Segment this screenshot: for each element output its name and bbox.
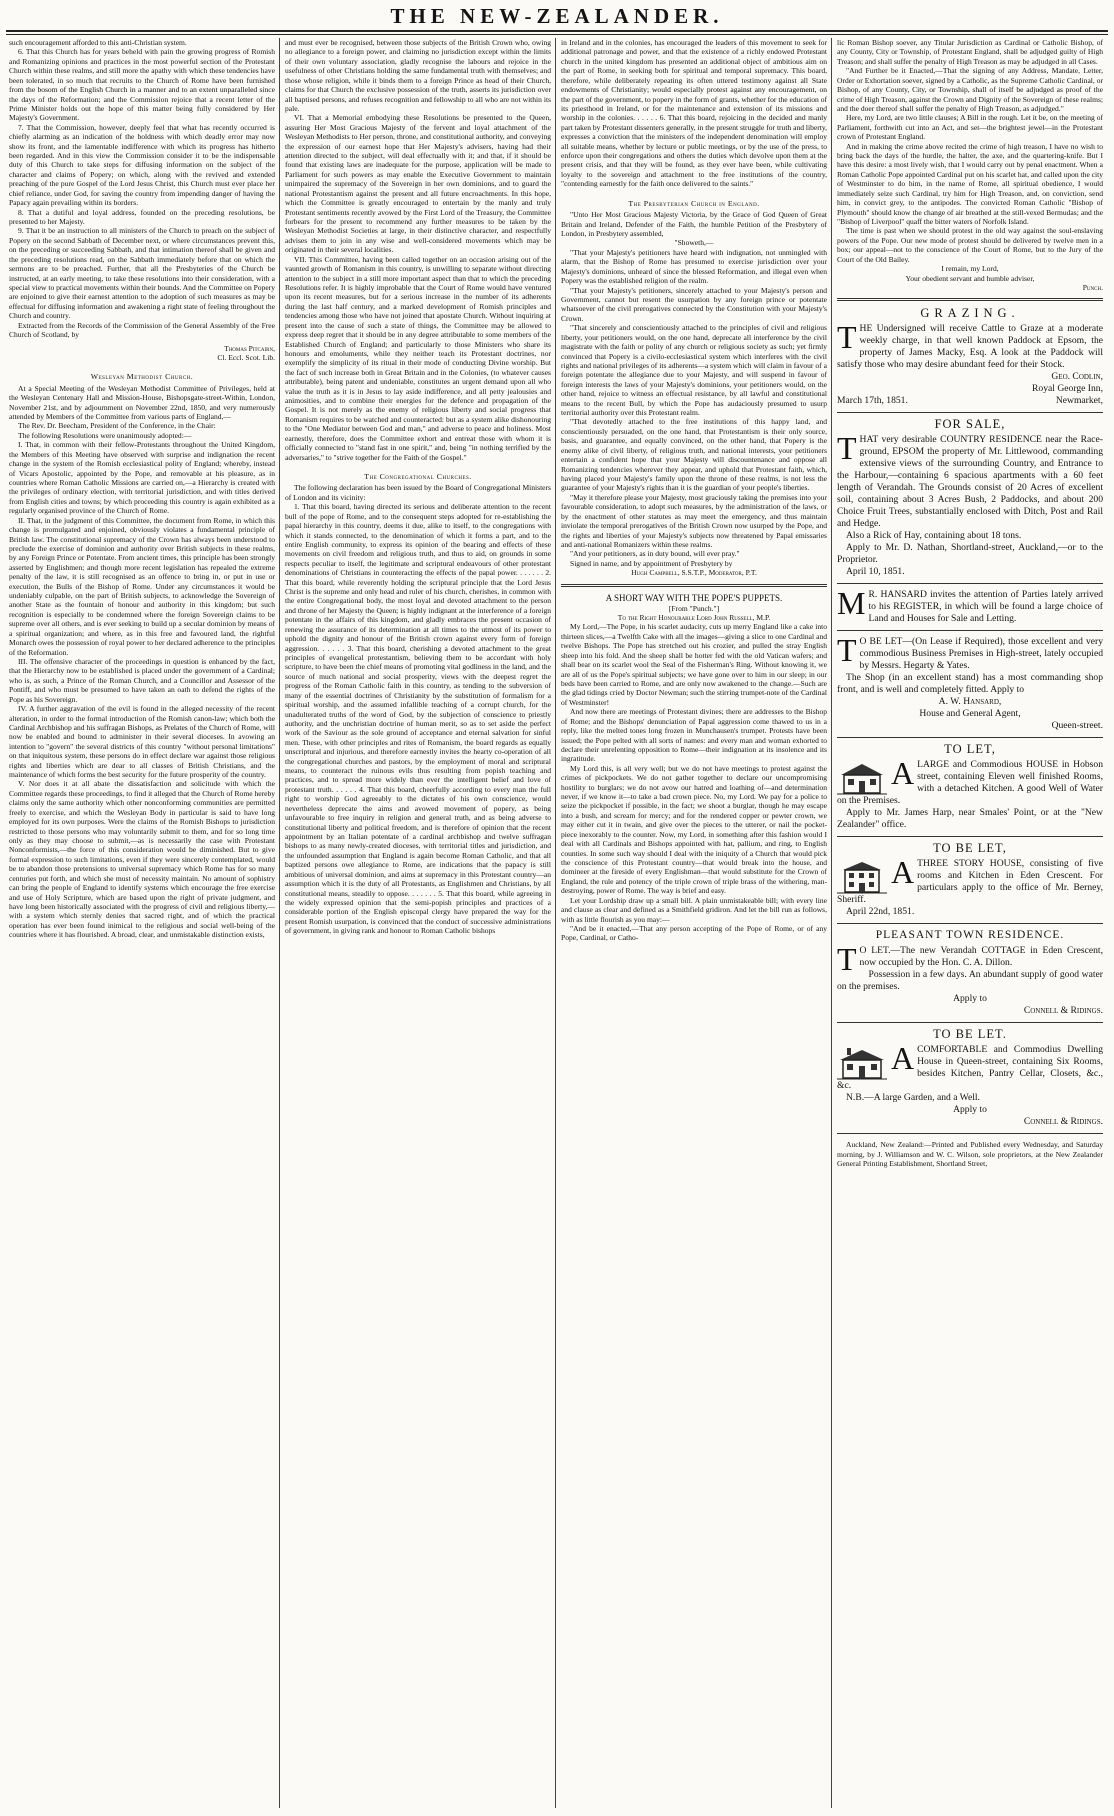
ad-signature: Geo. Codlin,: [1051, 371, 1103, 383]
paragraph: VII. This Committee, having been called together on an occasion arising out of the vaunted growth of Romanism in this country, is unwilling to separate without directing attention to the subject in a still more important aspect than that to which the preceding Resolutions refer. It is highly improbable that the Court of Rome would have ventured upon its recent measures, but for a serious increase in the number of its adherents during the last half century, and a marked development of Romish principles and tendencies among those who have not joined that apostate Church. Without inquiring at present into the cause of such a state of things, the Committee may be allowed to express deep regret that it should be in any degree attributable to some members of the Established Church of England; and particularly to those Ministers who share its honours and emoluments, while they neither teach its Protestant doctrines, nor exemplify the simplicity of its ritual in their mode of conducting Divine worship. But the fact of such increase both in Great Britain and in the Colonies, (to whatever causes attributable), being patent and undeniable, constitutes an urgent demand upon all who value the truth as it is in Jesus to lay aside indifference, and all petty jealousies and animosities, and to combine their energies for the defence and propagation of the Gospel. It is not merely as the enemy of religious liberty and social progress that Romanism requires to be watched and counteracted: but as a system alike dishonouring to the "One Mediator between God and man," and adverse to peace and holiness. Most earnestly, therefore, does the Committee exhort and entreat those with whom it is officially connected to "stand fast in one spirit," and, being "in nothing terrified by the adversaries," to "strive together for the Faith of the Gospel.": [285, 254, 551, 462]
paragraph: such encouragement afforded to this anti-Christian system.: [9, 38, 187, 47]
paragraph: III. The offensive character of the proceedings in question is enhanced by the fact, that the Hierarchy now to be established is placed under the government of a Cardinal; who is, as such, a Prince of the Roman Church, and a Councillor and Assessor of the Pontiff, and who must be presumed to have taken an oath to defend the rights of the Pope as his Sovereign.: [9, 657, 275, 704]
paragraph: Extracted from the Records of the Commission of the General Assembly of the Free Church of Scotland, by: [9, 320, 275, 340]
ad-body: LARGE and Commodious HOUSE in Hobson street, containing Eleven well finished Rooms, with a detached Kitchen. A good Well of Water on the Premises.: [837, 759, 1103, 807]
signature: Punch.: [1082, 282, 1103, 292]
ad-body: N.B.—A large Garden, and a Well.: [846, 1092, 980, 1104]
drop-cap: T: [837, 941, 857, 978]
ad-title: TO BE LET,: [933, 841, 1007, 856]
ad-grazing: [837, 307, 1103, 407]
ad-title: TO BE LET.: [933, 1027, 1007, 1042]
paragraph: IV. A further aggravation of the evil is found in the alleged necessity of the recent alteration, in order to the formal introduction of the Romish canon-law; which both the Cardinal Archbishop and his suffragan Bishops, as Prelates of the Church of Rome, will now be enabled and bound to administer in their several dioceses. In avowing an intention to "govern" the several districts of this country "without personal limitations" on that iniquitous system, these persons do in effect declare war against those religious rights and liberties which are dear to all classes of British Christians, and the maintenance of which forms the best security for the future prosperity of the country.: [9, 704, 275, 780]
masthead: THE NEW-ZEALANDER.: [390, 4, 724, 28]
ad-signature: Connell & Ridings.: [1023, 1116, 1103, 1128]
article-title: A SHORT WAY WITH THE POPE'S PUPPETS.: [605, 592, 783, 603]
ad-body: O LET.—The new Verandah COTTAGE in Eden Crescent, now occupied by the Hon. C. A. Dillon.: [859, 945, 1103, 969]
section-rule: [837, 298, 1103, 301]
ad-rule: [837, 923, 1103, 924]
paragraph: V. Nor does it at all abate the dissatisfaction and solicitude with which the Committee regards these proceedings, to find it alleged that the Church of Rome hereby claims only the same authority which other nonconforming communities are permitted freely to exercise, and which the Wesleyan Body in particular is said to have long employed for its own purposes. Were the claims of the Romish Bishops to jurisdiction restricted to those persons who may voluntarily submit to them, and for so long time only as they may choose to submit,—as is necessarily the case with Protestant Nonconformists,—the force of this consideration would be diminished. But to give formal expression to such limitations, even if they were sincerely contemplated, would be to abandon those pretensions to universal supremacy which Rome has for so many centuries put forth, and which she must of necessity maintain. No amount of sophistry can bring the people of England to identify systems which encourage the free exercise and use of Holy Scripture, which are based upon the right of private judgment, and have long been historically associated with the progress of civil and religious liberty,—with a system which sternly denies that sacred right, and of which the practical operation has ever been found inimical to the religious and social well-being of the countries where it has flourished. A broad, clear, and unmistakable distinction exists,: [9, 779, 275, 940]
paragraph: 1. That this board, having directed its serious and deliberate attention to the recent bull of the pope of Rome, and to the consequent steps adopted for re-establishing the papal hierarchy in this country, deems it due, alike to itself, to the congregations with which it stands connected, to the denomination of which it forms a part, and to the entire English community, to express its opinion of the bearing and effects of these movements on civil freedom and religious truth, and thus to aid, on grounds in some respects peculiar to itself, the legitimate and scriptural endeavours of other protestant denominations of Christians in counteracting the effects of the papal power. . . . . . . 2. That this board, while reverently holding the scriptural principle that the Lord Jesus Christ is the supreme and only head and ruler of his church, cherishes, in common with the entire Congregational body, the most loyal and devoted attachment to the person and throne of her Majesty the Queen; is highly indignant at the interference of a foreign potentate in the affairs of this kingdom, and gladly embraces the present occasion of renewing the assurance of its determination at all times to the utmost of its power to uphold the dignity and honour of the British crown against every form of foreign aggression. . . . . . 3. That this board, cherishing a devoted attachment to the great principles of evangelical protestantism, believing them to be accordant with holy scripture, to have been the chief means of promoting vital godliness in the land, and the source of much national and social prosperity, views with the deepest regret the progress of the Roman Catholic faith in this country, as tending to the subversion of many of the essential doctrines of Christianity by the substitution of formalism for a spiritual worship, and the assumed infallible teaching of a corrupt church, for the unadulterated truths of the word of God, by the subjection of conscience to priestly authority, and the unchristian doctrine of human merit, so as to set aside the perfect work of the Saviour as the sole ground of acceptance and eternal salvation for sinful men. These, with other principles and rites of Romanism, the board regards as equally unscriptural and injurious, and therefore earnestly invites the hearty co-operation of all the congregational churches and pastors, by the employment of moral and scriptural means, to counteract the ruinous evils thus resulting from popish teaching and practices, and to spread more widely than ever the intelligent belief and love of protestant truth. . . . . . 4. That this board, cheerfully according to every man the full right to worship God agreeably to the dictates of his own conscience, would nevertheless deprecate the aims and avowed movement of popery, as being unfavourable to free inquiry in religion and general truth, and as being adverse to constitutional liberty and political freedom, and is therefore of opinion that the recent appointment by an Italian potentate of a cardinal archbishop and twelve suffragan bishops to as many newly-created dioceses, with territorial titles and jurisdiction, and the unfounded assumption that England is again become Roman Catholic, and that all baptized persons owe allegiance to Rome, are indications that the papacy is still ambitious of universal dominion, and aims at supremacy in this Protestant country—an assumption which it is the duty of all Protestants, as Englishmen and Christians, by all constitutional means, steadily to oppose. . . . . . . 5. That this board, while agreeing in the widely expressed opinion that the semi-popish principles and practices of a considerable portion of the English episcopal clergy have prepared the way for the present Romish usurpation, is convinced that the conduct of successive administrations of government, in giving rank and honour to Roman Catholic bishops: [285, 502, 551, 936]
column-3: [561, 38, 827, 1808]
ad-title: FOR SALE,: [934, 417, 1006, 432]
section-heading: The Presbyterian Church in England.: [628, 198, 760, 208]
paragraph: "And be it enacted,—That any person accepting of the Pope of Rome, or of any Pope, Cardinal, or Catho-: [561, 923, 827, 943]
drop-cap: M: [837, 585, 866, 622]
ad-title: PLEASANT TOWN RESIDENCE.: [875, 929, 1065, 942]
ad-body: Also a Rick of Hay, containing about 18 tons.: [846, 530, 1022, 542]
paragraph: The time is past when we should protest in the old way against the soul-enslaving powers of the Pope. Our new mode of protest should be delivered by twelve men in a box; our appeal—not to the conscience of the Court of Rome, but to the Jury of the Court of the Old Bailey.: [837, 226, 1103, 264]
column-2: [285, 38, 551, 1808]
closing: I remain, my Lord,: [941, 264, 999, 274]
ad-body: O BE LET—(On Lease if Required), those excellent and very commodious Business Premises in High-street, lately occupied by Messrs. Hegarty & Yates.: [859, 636, 1103, 672]
paragraph: At a Special Meeting of the Wesleyan Methodist Committee of Privileges, held at the Wesleyan Centenary Hall and Mission-House, Bishopsgate-street-Within, London, November 21st, and by adjournment on November 22nd, 1850, and very numerously attended by Members of the Committee from various parts of England,—: [9, 383, 275, 422]
paragraph: VI. That a Memorial embodying these Resolutions be presented to the Queen, assuring Her Most Gracious Majesty of the fervent and loyal attachment of the Wesleyan Methodists to Her person, throne, and constitutional authority, and conveying the expression of our earnest hope that Her Majesty's advisers, having had their attention directed to the subject, will deal effectually with it; and that, if it should be found that existing laws are inadequate for the purpose, application will be made to Parliament for such powers as may enable the Executive Government to maintain unimpaired the supremacy of the Sovereign in her own dominions, and to guard the national Protestantism against the present and all future encroachments. In this hope, which the Committee is greatly encouraged to entertain by the manly and truly Protestant sentiments recently avowed by the First Lord of the Treasury, the Committee forbears for the present to recommend any further measures to be taken by the Wesleyan Methodist Societies at large, in their distinctive character, and respectfully advises them to join in any wise and well-considered movements which may be originated in their several localities.: [285, 113, 551, 255]
signature-title: Cl. Eccl. Scot. Lib.: [217, 352, 275, 362]
ad-body: Apply to Mr. James Harp, near Smales' Point, or at the "New Zealander" office.: [837, 807, 1103, 831]
ad-body: Possession in a few days. An abundant supply of good water on the premises.: [837, 969, 1103, 993]
paragraph: "That devotedly attached to the free institutions of this happy land, and conscientiously persuaded, on the one hand, that Protestantism is their only source, basis, and guarantee, and equally convinced, on the other hand, that Popery is the enemy alike of civil liberty, of religious truth, and national interests, your petitioners entertain a confident hope that your Majesty will discountenance and oppose all Romanizing tendencies wherever they appear, and uphold that Protestant faith, which, having placed your Majesty's family upon the throne of these realms, is not less the guarantee of your Majesty's rights than it is the guardian of your people's liberties.: [561, 417, 827, 493]
ad-address: Queen-street.: [1051, 720, 1103, 732]
paragraph: "Unto Her Most Gracious Majesty Victoria, by the Grace of God Queen of Great Britain and Ireland, Defender of the Faith, the humble Petition of the Presbytery of London, in Presbytery assembled,: [561, 210, 827, 239]
paragraph: "That sincerely and conscientiously attached to the principles of civil and religious liberty, your petitioners would, on the one hand, deprecate all interference by the civil magistrate with the faith or polity of any church or religious society as such; yet firmly convinced that Popery is a civilo-ecclesiastical system which interferes with the civil rights and national privileges of its adherents—a system which will claim in favour of a foreign potentate the allegiance due to your Majesty, and will suspend in favour of foreign interests the laws of your Majesty's dominions, your petitioners would, on the other hand, rejoice to witness an effectual resistance, by all lawful and constitutional means to the recent Bull, by which the Pope has audaciously presumed to usurp territorial authority over this Protestant realm.: [561, 323, 827, 418]
paragraph: 9. That it be an instruction to all ministers of the Church to preach on the subject of Popery on the second Sabbath of December next, or where circumstances prevent this, on the preceding or succeeding Sabbath, and that intimation thereof shall be given and the preceding resolutions read, on the Sabbath immediately before that on which the sermons are to be preached. Further, that all the Presbyteries of the Church be instructed, at an early meeting, to take these resolutions into their consideration, with a special view to practical movements within their bounds. And the Committee on Popery are enjoined to give their earnest attention to the adoption of such measures as may be effectual for diffusing information and awakening a right state of feeling throughout the Church and country.: [9, 226, 275, 321]
masthead-rule: [6, 30, 1108, 32]
column-1: [9, 38, 275, 1808]
ad-date: April 10, 1851.: [846, 566, 905, 578]
section-heading: Wesleyan Methodist Church.: [90, 372, 194, 382]
signature: Hugh Campbell, S.S.T.P., Moderator, P.T.: [631, 568, 757, 578]
column-4: [837, 38, 1103, 1808]
paragraph: The following Resolutions were unanimously adopted:—: [18, 430, 192, 440]
ad-date: March 17th, 1851.: [837, 395, 908, 407]
paragraph: lic Roman Bishop soever, any Titular Jurisdiction as Cardinal or Catholic Bishop, of any County, City or Township, of Protestant England, shall be adjudged guilty of High Treason; and shall suffer the penalty of High Treason as may be adjudged in all Cases.: [837, 38, 1103, 66]
paragraph: "And your petitioners, as in duty bound, will ever pray.": [570, 549, 740, 559]
ad-three-story-house: [837, 842, 1103, 918]
paragraph: in Ireland and in the colonies, has encouraged the leaders of this movement to seek for additional patronage and power, and that the existence of a richly endowed Protestant church in the united kingdom has presented an additional object of ambitious aim on the part of Rome, in seeking both for spiritual and temporal supremacy. This board, therefore, while deliberately repeating its often uttered testimony against all State endowments of Christianity; would especially protest against any encouragement, on the part of the government, to popery in the form of grants, whether for the education of its priesthood in Ireland, or for the maintenance and extension of its missions and worship in the colonies. . . . . . 6. That this board, rejoicing in the decided and manly part taken by Protestant dissenters generally, in the present struggle for truth and liberty, expresses a conviction that the ministers of the independent denomination will employ all suitable means, whether by lecture or public meetings, or by the use of the press, to enforce upon their congregations and others the duties which devolve upon them at the present crisis, and that they will be found, as they ever have been, while cultivating loyalty to the sovereign and attachment to the free institutions of the country, "contending earnestly for the faith once delivered to the saints.": [561, 38, 827, 189]
paragraph: 8. That a dutiful and loyal address, founded on the preceding resolutions, be presented to her Majesty.: [9, 207, 275, 227]
paragraph: "And Further be it Enacted,—That the signing of any Address, Mandate, Letter, Order or Exhortation soever, signed by a Catholic, as the Supreme Catholic Cardinal, or Bishop, of any County, City, or Township, shall of itself be adjudged as proof of the crime of High Treason, against the Crown and Dignity of the Sovereign of these realms; and the doer thereof shall suffer the penalty of High Treason, as adjudged.": [837, 66, 1103, 113]
paragraph: "Showeth,—: [674, 238, 714, 248]
ad-hansard: [837, 585, 1103, 625]
ad-for-sale: [837, 418, 1103, 578]
ad-rule: [837, 737, 1103, 738]
ad-body: R. HANSARD invites the attention of Parties lately arrived to his REGISTER, in which will be found a large choice of Land and Houses for Sale and Letting.: [868, 589, 1103, 625]
drop-cap: T: [837, 430, 857, 467]
ad-dwelling-house: [837, 1028, 1103, 1128]
column-divider: [831, 38, 832, 1808]
ad-rule: [837, 630, 1103, 631]
ad-rule: [837, 1133, 1103, 1134]
paragraph: Signed in name, and by appointment of Presbytery by: [570, 558, 733, 568]
ad-to-be-let-premises: [837, 632, 1103, 732]
column-divider: [279, 38, 280, 1808]
paragraph: And now there are meetings of Protestant divines; there are addresses to the Bishop of Rome; and the Bishops' denunciation of Papal aggression come thawed to us in a reply, like the melted tones long frozen in Munchausen's trumpet. Protests have been issued; the Pope pelted with all sorts of names: and every man and woman exhorted to declare their unrelenting opposition to Rome—their indignation at its insolence and its ingratitude.: [561, 707, 827, 764]
ad-body: The Shop (in an excellent stand) has a most commanding shop front, and is well and completely fitted. Apply to: [837, 672, 1103, 696]
ad-body: HE Undersigned will receive Cattle to Graze at a moderate weekly charge, in that well known Paddock at Epsom, the property of James Macky, Esq. A look at the Paddock will satisfy those who may desire abundant feed for their Stock.: [837, 323, 1103, 371]
paragraph: Let your Lordship draw up a small bill. A plain unmistakeable bill; with every line and clause as clear and defined as a Smithfield gridiron. And let the bill run as follows, with as little flourish as you may:—: [561, 895, 827, 924]
ad-body: Apply to Mr. D. Nathan, Shortland-street, Auckland,—or to the Proprietor.: [837, 542, 1103, 566]
ad-signature: Connell & Ridings.: [1023, 1005, 1103, 1017]
house-icon: [837, 761, 887, 795]
paragraph: The following declaration has been issued by the Board of Congregational Ministers of London and its vicinity:: [285, 483, 551, 502]
section-rule: [561, 584, 827, 587]
paragraph: Here, my Lord, are two little clauses; A Bill in the rough. Let it be, on the meeting of Parliament, forthwith cut into an Act, and set—the brightest jewel—in the Protestant crown of Protestant England.: [837, 113, 1103, 142]
drop-cap: T: [837, 632, 857, 669]
imprint: Auckland, New Zealand:—Printed and Published every Wednesday, and Saturday morning, by J. Williamson and W. C. Wilson, sole proprietors, at the New Zealander General Printing Establishment, Shortland Street,: [837, 1140, 1103, 1169]
ad-title: TO LET,: [944, 742, 996, 757]
article-addressee: To the Right Honourable Lord John Russell, M.P.: [617, 613, 771, 623]
paragraph: My Lord this, is all very well; but we do not have meetings to protest against the crimes of pickpockets. We do not gather together to declare our uncompromising hostility to burglars; we do not avow our hatred and loathing of—and determination never, if we know it—to take a bad crown piece. No, my Lord. We pay for a police to seize the pickpocket if possible, in the fact; we shoot a burglar, though he may escape into a bush, and scream for mercy; and for the rendered copper or pewter crown, we may either cut it in twain, and give over the pieces to the utterer, or nail the pocket-piece inexorably to the counter. Now, my Lord, in something after this fashion would I deal with all Cardinals and Bishops appointed with hat, pallium, and ring, to English counties. In some such way should I deal with the iniquity of a Church that would pick the conscience of this Protestant country—that would break into the house, and domineer at the fireside of every Englishman—that would substitute for the Crown of England, the rule and potency of the triple crown of triple brass of the withering, man-destroying, power of Rome. The way is brief and easy.: [561, 763, 827, 896]
ad-date: April 22nd, 1851.: [846, 906, 915, 918]
paragraph: My Lord,—The Pope, in his scarlet audacity, cuts up merry England like a cake into thirteen slices,—a Twelfth Cake with all the images—giving a slice to one Cardinal and twelve Bishops. The Pope has stretched out his crozier, and pulled the stray English sheep into his fold. And the sheep shall be hotter fed with the old Vatican wafers; and shall bear on its scarlet wool the Seal of the Fisherman's Ring. Without knowing it, we are all of us the Pope's spiritual subjects; we have gone over to him in our sleep; in our beds have been carried to Rome, and are only now awakened to the change.—Such are the glad tidings cried by Doctor Newman; such the stirring trumpet-note of the Cardinal of Westminster!: [561, 622, 827, 707]
drop-cap: A: [891, 854, 915, 891]
ad-title: GRAZING.: [920, 306, 1020, 321]
paragraph: I. That, in common with their fellow-Protestants throughout the United Kingdom, the Members of this Meeting have observed with surprise and indignation the recent change in the system of the Romish ecclesiastical polity of England; whereby, instead of Vicars Apostolic, appointed by the Pope, and removable at his pleasure, as in countries where Roman Catholic Missions are carried on,—a Hierarchy is created with the privileges of ordinary election, with territorial jurisdiction, and with titles derived from English cities and towns; by which proceeding this country is again exhibited as a regularly organised province of the Church of Rome.: [9, 440, 275, 516]
ad-rule: [837, 836, 1103, 837]
house-icon: [837, 860, 887, 894]
ad-rule: [837, 412, 1103, 413]
closing: Your obedient servant and humble adviser,: [905, 273, 1035, 283]
ad-body: THREE STORY HOUSE, consisting of five rooms and Kitchen in Eden Crescent. For particulars apply to the office of Mr. Berney, Sheriff.: [837, 858, 1103, 906]
paragraph: 7. That the Commission, however, deeply feel that what has recently occurred is chiefly alarming as an indication of the boldness with which deadly error may now show its front, and the lamentable indifference with which its progress has hitherto been regarded. And in this view the Commission consider it to be the indispensable duty of this Church to take steps for diffusing information on the subject of the character and claims of Popery; on which, along with the revived and extended preaching of the pure Gospel of the Lord Jesus Christ, this Church must ever place her chief reliance, under God, for saving the country from impending danger of having the Papacy again prevailing within its borders.: [9, 122, 275, 208]
paragraph: 6. That this Church has for years beheld with pain the growing progress of Romish and Romanizing opinions and practices in the most powerful section of the Protestant Church within these realms, and still more the apathy with which these tendencies have been tolerated, in so much that recruits to the Church of Rome have been furnished from the bosom of the English Church in a manner and to an extent unparalleled since the days of the Reformation; and the Commission rejoice that a recent letter of the Prime Minister holds out the hope of this matter being fully considered by Her Majesty's Government.: [9, 47, 275, 123]
ad-apply: Apply to: [953, 993, 987, 1005]
ad-to-let-house: [837, 743, 1103, 831]
paragraph: "May it therefore please your Majesty, most graciously taking the premises into your favourable consideration, to adopt such measures, by the administration of the laws, or by the enactment of other statutes as may meet the emergency, and thus maintain inviolate the temporal prerogatives of the British Crown now usurped by the Pope, and the rights and liberties of your Majesty's subjects now threatened by Papal emissaries and anti-national Romanizers within these realms.: [561, 492, 827, 549]
ad-rule: [837, 583, 1103, 584]
ad-address: Royal George Inn,: [1032, 383, 1103, 395]
drop-cap: T: [837, 319, 857, 356]
masthead-rule-thin: [6, 34, 1108, 35]
ad-body: COMFORTABLE and Commodius Dwelling House in Queen-street, containing Six Rooms, besides Kitchen, Pantry Cellar, Closets, &c., &c.: [837, 1044, 1103, 1092]
ad-town: Newmarket,: [1055, 395, 1103, 407]
drop-cap: A: [891, 1040, 915, 1077]
ad-rule: [837, 1022, 1103, 1023]
paragraph: "That your Majesty's petitioners have heard with indignation, not unmingled with alarm, that the Bishop of Rome has presumed to exercise jurisdiction over your Majesty's dominions, unheard of since the blessed Reformation, and illegal even when Popery was the established religion of the realm.: [561, 247, 827, 286]
ad-apply: Apply to: [953, 1104, 987, 1116]
paragraph: And in making the crime above recited the crime of high treason, I have no wish to bring back the days of the hurdle, the halter, the axe, and the quartering-knife. But I have this desire: a most lively wish, that I would carry out by penal enactment. When a Roman Catholic Pope appointed Cardinal put on his scarlet hat, and called upon the city of Westminster to do him, in the name of Rome, all spiritual obedience, I would immediately seize such Cardinal, try him for High Treason, and, on conviction, send him, in convict grey, to the antipodes. The convicted Roman Catholic "Bishop of Plymouth" should know the change of air breathed at the still-vexed Bermudas; and the "Bishop of Liverpool" quaff the bitter waters of Norfolk Island.: [837, 141, 1103, 227]
ad-pleasant-residence: [837, 929, 1103, 1017]
paragraph: II. That, in the judgment of this Committee, the document from Rome, in which this change is promulgated and enjoined, obviously violates a fundamental principle of British law. The constitutional supremacy of the Crown has always been understood to preclude the exercise of dominion and authority over British subjects in these realms, by any Foreign Prince or Potentate. From ancient times, this principle has been strongly asserted by Englishmen; and though more recent legislation has repealed the extreme penalty of the law, it is still recognised as an offence to bring in, or put in use or execution, the Bulls of the Bishop of Rome. Under any circumstances it would be undeniably culpable, on the part of British subjects, to acknowledge the Sovereign of another State as the fountain of honour and authority in this kingdom; but such recognition is especially to be condemned where the foreign Sovereign claims to be supreme over all others, and is ever seeking to build up a secular dominion by means of a spiritual organization; and where, as in this free and favoured land, the rightful Monarch owes the possession of royal power to her declared adherence to the principles of the Reformation.: [9, 515, 275, 657]
paragraph: "That your Majesty's petitioners, sincerely attached to your Majesty's person and Government, cannot but resent the usurpation by any foreign prince or potentate whatsoever of the civil prerogatives connected by the Constitution with your Majesty's Crown.: [561, 285, 827, 323]
ad-address: House and General Agent,: [919, 708, 1021, 720]
article-source: [From "Punch."]: [668, 603, 720, 613]
section-heading: The Congregational Churches.: [364, 471, 472, 481]
drop-cap: A: [891, 755, 915, 792]
ad-body: HAT very desirable COUNTRY RESIDENCE near the Race-ground, EPSOM the property of Mr. Littlewood, commanding extensive views of the surrounding Country, and Entrance to the Harbour,—containing 6 spacious apartments with a 60 feet length of Verandah. The Grounds consist of 20 Acres of excellent soil, containing about 3 Acres Bush, 2 Paddocks, and about 200 Choice Fruit Trees, substantially enclosed with Ditch, Post and Rail and Hedge.: [837, 434, 1103, 530]
house-icon: [837, 1046, 887, 1080]
ad-signature: A. W. Hansard,: [938, 696, 1002, 708]
paragraph: The Rev. Dr. Beecham, President of the Conference, in the Chair:: [18, 421, 216, 431]
signature: Thomas Pitcairn,: [224, 343, 275, 353]
column-divider: [555, 38, 556, 1808]
paragraph: and must ever be recognised, between those subjects of the British Crown who, owing no allegiance to a foreign power, and claiming no jurisdiction except within the limits of their own voluntary association, gladly recognise the labours and rejoice in the usefulness of other Christians holding the same fundamental truth with themselves; and those whose religion, while it binds them to a foreign Prince as head of their Church, claims for that Church the exclusive possession of the truth, asserts its jurisdiction over all baptised persons, and refuses recognition and fellowship to all who are not within its pale.: [285, 38, 551, 113]
